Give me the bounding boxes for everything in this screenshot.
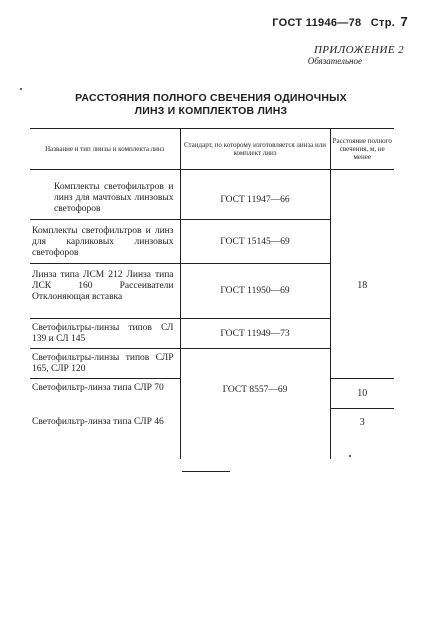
standard-cell: ГОСТ 15145—69 [180,220,330,264]
table-header-row [30,129,394,170]
stray-dot [20,88,22,90]
lens-name-cell: Комплекты светофильтров и линз для карликовых линзовых светофоров [30,220,180,264]
standard-code: ГОСТ 11946—78 [272,17,362,29]
standard-cell: ГОСТ 8557—69 [180,349,330,409]
table-row [30,182,394,220]
distance-cell: 18 [357,279,368,291]
lens-name-cell: Светофильтр-линза типа СЛР 46 [30,409,180,459]
end-rule [182,471,230,472]
appendix-label: ПРИЛОЖЕНИЕ 2 [313,44,404,56]
lens-name-cell: Светофильтр-линза типа СЛР 70 [30,379,180,409]
standard-cell: ГОСТ 11950—69 [180,264,330,319]
table-row [30,409,394,459]
table-spacer-row [30,170,394,182]
appendix-status: Обязательное [307,56,362,66]
distance-table [30,128,394,459]
page-label: Стр. [370,17,396,29]
stray-dot [349,455,351,457]
lens-name-cell: Светофильтры-линзы типов СЛР 165, СЛР 120 [30,349,180,379]
page-number: 7 [400,14,408,29]
lens-name-cell: Светофильтры-линзы типов СЛ 139 и СЛ 145 [30,319,180,349]
table-row [30,349,394,379]
column-header-standard: Стандарт, по которому изготовляется линза или комплект линз [180,129,330,170]
standard-cell: ГОСТ 11949—73 [180,319,330,349]
lens-name-cell: Комплекты светофильтров и линз для мачтовых линзовых светофоров [30,182,180,220]
column-header-distance: Расстояние полного свечения, м, не менее [330,129,394,170]
standard-cell: ГОСТ 11947—66 [180,182,330,220]
lens-name-cell: Линза типа ЛСМ 212 Линза типа ЛСК 160 Рассеиватели Отклоняющая вставка [30,264,180,319]
column-header-name: Название и тип линзы и комплекта линз [30,129,180,170]
title-line-1: РАССТОЯНИЯ ПОЛНОГО СВЕЧЕНИЯ ОДИНОЧНЫХ [75,92,347,104]
distance-cell: 3 [359,417,365,428]
document-title [0,92,422,118]
page-header [272,14,408,29]
title-line-2: ЛИНЗ И КОМПЛЕКТОВ ЛИНЗ [134,105,288,117]
distance-cell: 10 [330,379,394,409]
